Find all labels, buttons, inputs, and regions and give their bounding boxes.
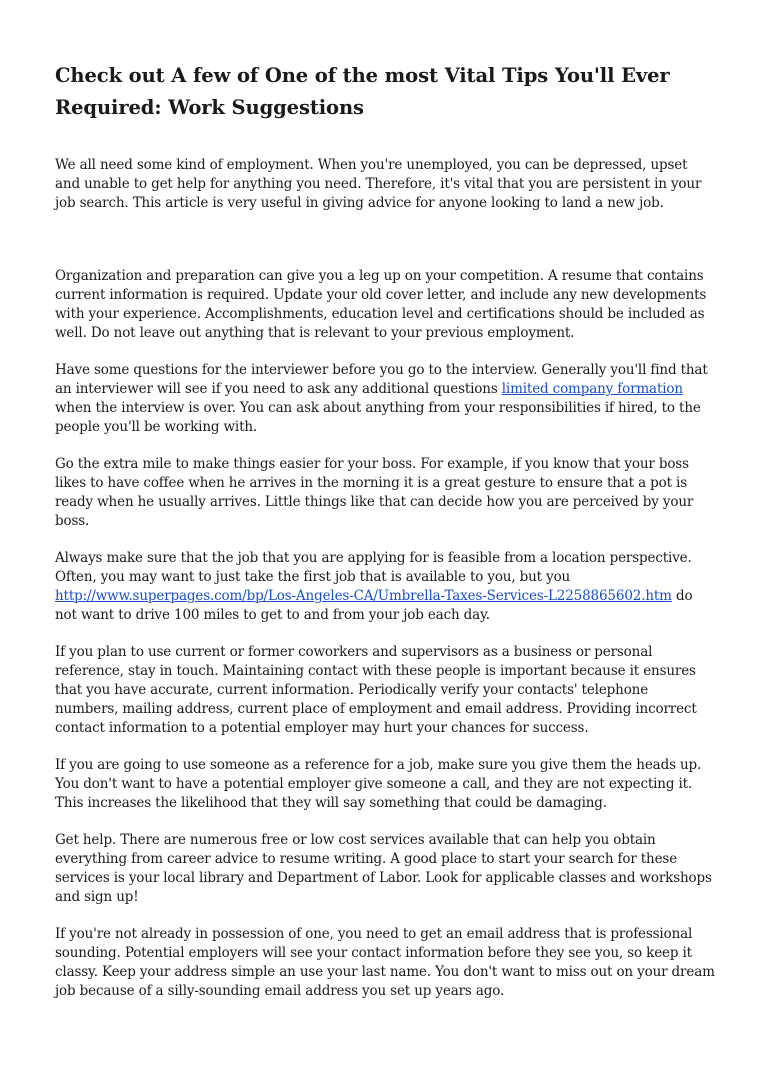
paragraph-text: Always make sure that the job that you are applying for is feasible from a location perspective. Often, you may want to just take the first job that is available to you, but you: [55, 550, 692, 585]
paragraph-organization: Organization and preparation can give you a leg up on your competition. A resume that contains current information is required. Update your old cover letter, and include any new developments with your experience. Accomplishments, education level and certifications should be included as well. Do not leave out anything that is relevant to your previous employment.: [55, 268, 707, 341]
paragraph-extra-mile: Go the extra mile to make things easier for your boss. For example, if you know that your boss likes to have coffee when he arrives in the morning it is a great gesture to ensure that a pot is ready when he usually arrives. Little things like that can decide how you are perceived by your boss.: [55, 456, 694, 529]
paragraph-text: Have some questions for the interviewer before you go to the interview. Generally you'll find that an interviewer will see if you need to ask any additional questions: [55, 362, 708, 397]
link-limited-company-formation[interactable]: limited company formation: [501, 381, 683, 397]
link-superpages[interactable]: http://www.superpages.com/bp/Los-Angeles-CA/Umbrella-Taxes-Services-L2258865602.htm: [55, 588, 672, 604]
paragraph-get-help: Get help. There are numerous free or low cost services available that can help you obtain everything from career advice to resume writing. A good place to start your search for these services is your local library and Department of Labor. Look for applicable classes and workshops and sign up!: [55, 832, 712, 905]
document-page: [55, 60, 715, 1019]
paragraph-references-contact: If you plan to use current or former coworkers and supervisors as a business or personal reference, stay in touch. Maintaining contact with these people is important because it ensures that you have accurate, current information. Periodically verify your contacts' telephone numbers, mailing address, current place of employment and email address. Providing incorrect contact information to a potential employer may hurt your chances for success.: [55, 644, 697, 736]
paragraph-email-address: If you're not already in possession of one, you need to get an email address that is professional sounding. Potential employers will see your contact information before they see you, so keep it classy. Keep your address simple an use your last name. You don't want to miss out on your dream job because of a silly-sounding email address you set up years ago.: [55, 926, 715, 999]
paragraph-reference-heads-up: If you are going to use someone as a reference for a job, make sure you give them the heads up. You don't want to have a potential employer give someone a call, and they are not expecting it. This increases the likelihood that they will say something that could be damaging.: [55, 757, 702, 811]
paragraph-interview-questions: [55, 361, 715, 437]
paragraph-location: [55, 549, 715, 625]
page-title: Check out A few of One of the most Vital Tips You'll Ever Required: Work Suggestions: [55, 64, 670, 119]
paragraph-intro: We all need some kind of employment. When you're unemployed, you can be depressed, upset and unable to get help for anything you need. Therefore, it's vital that you are persistent in your job search. This article is very useful in giving advice for anyone looking to land a new job.: [55, 157, 702, 211]
paragraph-text: do not want to drive 100 miles to get to and from your job each day.: [55, 588, 693, 623]
paragraph-text: when the interview is over. You can ask about anything from your responsibilities if hired, to the people you'll be working with.: [55, 400, 701, 435]
